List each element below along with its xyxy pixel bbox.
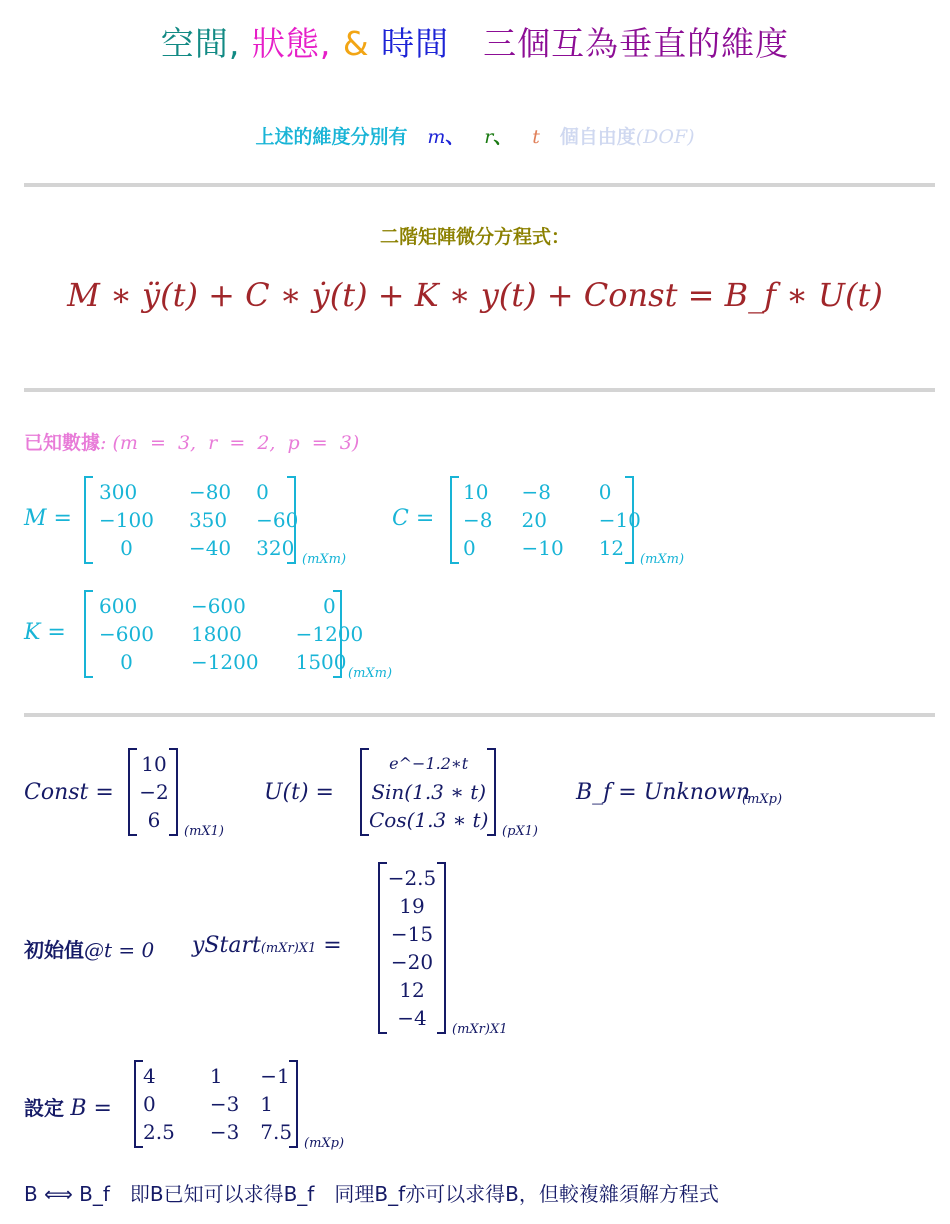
b-line <box>24 1092 112 1121</box>
divider-3 <box>24 713 935 717</box>
dof-label: (DOF) <box>635 126 695 148</box>
matrix-cell: 12 <box>598 536 625 560</box>
ystart-cells <box>380 864 444 1032</box>
matrix-cell: 350 <box>188 508 228 532</box>
initial-value-line <box>24 934 154 963</box>
dof-sep-1: 、 <box>445 126 465 148</box>
matrix-cell: −3 <box>209 1120 240 1144</box>
matrix-cell: −10 <box>598 508 641 532</box>
matrix-cell: −40 <box>188 536 232 560</box>
matrix-cell: 2.5 <box>143 1120 175 1144</box>
ystart-dim: (mXr)X1 <box>452 1022 508 1037</box>
matrix-cell: 0 <box>598 480 612 504</box>
title-time: 時間 <box>381 24 450 63</box>
title-state: 狀態 <box>251 24 320 63</box>
matrix-k-cells <box>92 592 370 676</box>
known-data-label: 已知數據 <box>24 432 101 454</box>
vector-cell: −20 <box>390 950 434 974</box>
matrix-cell: 300 <box>99 480 138 504</box>
title-rest: 三個互為垂直的維度 <box>449 24 790 63</box>
ode-equation: M ∗ ÿ(t) + C ∗ ẏ(t) + K ∗ y(t) + Const = B_f ∗ U(t) <box>67 276 883 314</box>
matrix-k-label: K = <box>24 620 66 645</box>
matrix-cell: 10 <box>463 480 489 504</box>
matrix-m <box>84 476 299 564</box>
dof-prefix: 上述的維度分別有 <box>255 126 408 148</box>
title-comma-1: , <box>228 24 252 63</box>
equation-heading: 二階矩陣微分方程式： <box>379 226 570 248</box>
ystart-vector <box>378 862 446 1034</box>
dof-r: r <box>484 126 494 148</box>
matrix-cell: 0 <box>120 650 133 674</box>
known-data-params: : (m = 3, r = 2, p = 3) <box>100 432 360 454</box>
u-dim: (pX1) <box>502 824 538 839</box>
const-label: Const = <box>24 780 114 805</box>
const-dim: (mX1) <box>184 824 224 839</box>
matrix-cell: 1500 <box>295 650 347 674</box>
ystart-name-sub: (mXr)X1 <box>260 941 317 956</box>
matrix-c-cells <box>456 478 648 562</box>
matrix-cell: −1 <box>260 1064 290 1088</box>
divider-2 <box>24 388 935 392</box>
matrix-cell: −60 <box>256 508 299 532</box>
u-vector <box>360 748 496 836</box>
dof-suffix: 個自由度 <box>559 126 636 148</box>
vector-cell: 19 <box>399 894 425 918</box>
matrix-cell: 20 <box>521 508 547 532</box>
dof-sep-2: 、 <box>493 126 513 148</box>
u-label: U(t) = <box>264 780 334 805</box>
matrix-cell: 0 <box>256 480 269 504</box>
title-comma-2: , <box>319 24 343 63</box>
matrix-m-cells <box>92 478 305 562</box>
matrix-k-dim: (mXm) <box>348 666 393 681</box>
title-space: 空間 <box>160 24 229 63</box>
initial-label: 初始值 <box>24 938 84 962</box>
const-cells <box>132 750 176 834</box>
matrix-cell: −100 <box>99 508 154 532</box>
vector-cell: Sin(1.3 ∗ t) <box>371 780 487 804</box>
matrix-cell: 1 <box>260 1092 274 1116</box>
b-dim: (mXp) <box>304 1136 345 1151</box>
dof-line <box>0 122 950 149</box>
vector-cell: Cos(1.3 ∗ t) <box>369 808 489 832</box>
matrix-cell: −8 <box>521 480 551 504</box>
matrix-cell: −1200 <box>295 622 364 646</box>
ystart-name: yStart <box>192 933 261 958</box>
known-data-line <box>24 428 359 455</box>
ystart-equals: = <box>323 933 342 958</box>
matrix-cell: −600 <box>190 594 246 618</box>
const-vector <box>128 748 178 836</box>
matrix-k <box>84 590 364 678</box>
matrix-cell: 1800 <box>190 622 242 646</box>
matrix-cell: 1 <box>209 1064 223 1088</box>
matrix-cell: 600 <box>99 594 138 618</box>
vector-cell: 6 <box>147 808 161 832</box>
matrix-cell: 0 <box>463 536 476 560</box>
bf-dim: (mXp) <box>742 792 783 807</box>
title-ampersand: & <box>342 24 370 63</box>
vector-cell: −2.5 <box>387 866 437 890</box>
vector-cell: e^−1.2∗t <box>389 754 469 773</box>
matrix-cell: 4 <box>143 1064 156 1088</box>
b-label: B = <box>70 1096 112 1121</box>
initial-at: @t = 0 <box>84 938 155 962</box>
bf-label: B_f = Unknown <box>576 780 751 805</box>
vector-cell: 12 <box>399 978 425 1002</box>
equivalence-statement: B ⟺ B_f 即B已知可以求得B_f 同理B_f亦可以求得B，但較複雜須解方程式 <box>24 1182 719 1206</box>
matrix-cell: −1200 <box>190 650 259 674</box>
matrix-c-dim: (mXm) <box>640 552 685 567</box>
dof-t: t <box>532 126 540 148</box>
matrix-m-label: M = <box>24 506 72 531</box>
matrix-cell: −600 <box>99 622 154 646</box>
matrix-m-dim: (mXm) <box>302 552 347 567</box>
matrix-cell: 0 <box>143 1092 156 1116</box>
b-cells <box>136 1062 299 1146</box>
matrix-cell: 0 <box>120 536 133 560</box>
vector-cell: 10 <box>141 752 167 776</box>
matrix-c <box>450 476 641 564</box>
b-matrix <box>134 1060 298 1148</box>
title-space-gap <box>370 24 382 63</box>
page-title <box>0 18 950 65</box>
matrix-cell: −3 <box>209 1092 240 1116</box>
matrix-c-label: C = <box>392 506 435 531</box>
vector-cell: −4 <box>397 1006 427 1030</box>
vector-cell: −15 <box>390 922 434 946</box>
matrix-cell: 0 <box>323 594 336 618</box>
matrix-cell: 320 <box>256 536 295 560</box>
vector-cell: −2 <box>139 780 169 804</box>
matrix-cell: 7.5 <box>260 1120 293 1144</box>
matrix-cell: −8 <box>463 508 493 532</box>
u-cells <box>362 750 495 834</box>
matrix-cell: −80 <box>188 480 232 504</box>
ystart-label <box>192 933 342 958</box>
matrix-cell: −10 <box>521 536 564 560</box>
divider-1 <box>24 183 935 187</box>
dof-m: m <box>427 126 446 148</box>
b-setting-label: 設定 <box>24 1096 64 1120</box>
